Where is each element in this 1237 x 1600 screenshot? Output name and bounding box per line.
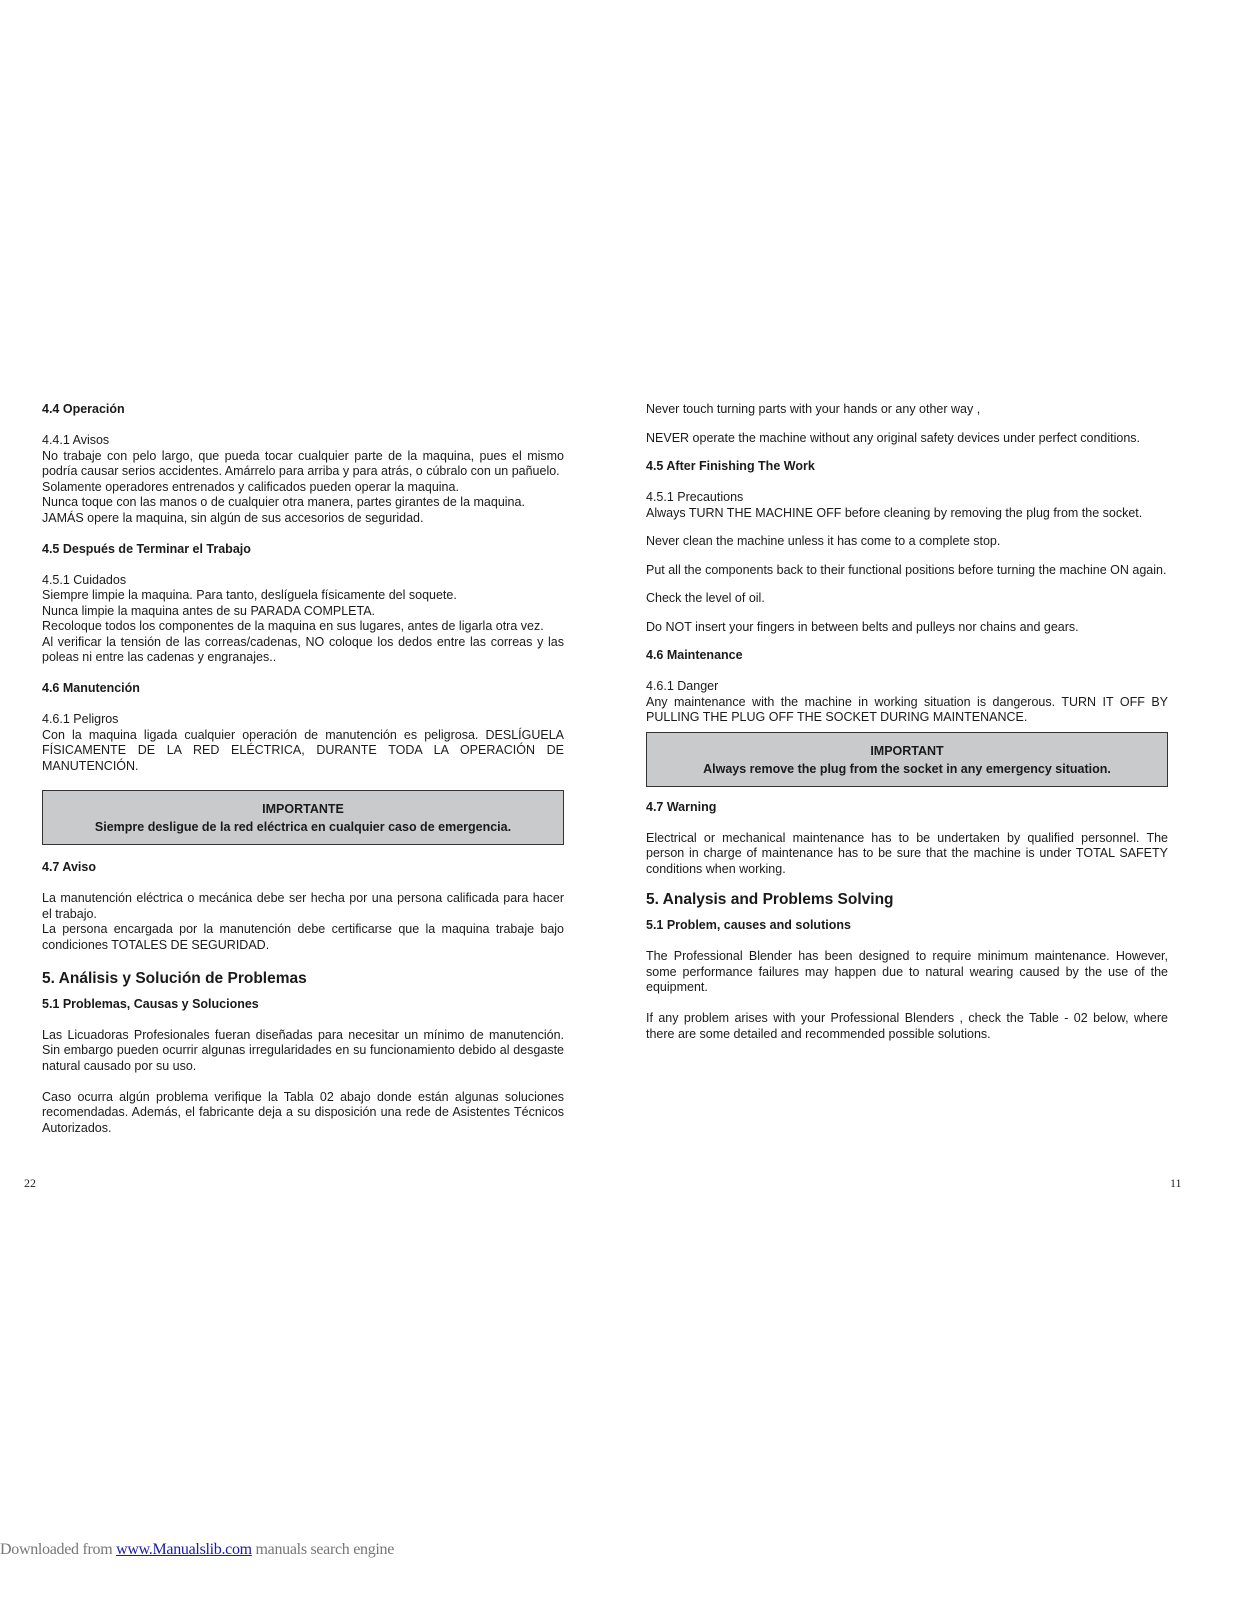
section-5-1-heading: 5.1 Problem, causes and solutions [646, 918, 851, 932]
page-number-left: 22 [24, 1176, 36, 1190]
important-notice-box [42, 790, 564, 845]
paragraph: No trabaje con pelo largo, que pueda tocar cualquier parte de la maquina, pues el mismo podría causar serios accidentes. Amárrelo para arriba y para atrás, o cúbralo con un pañuelo. [42, 448, 564, 478]
important-notice-title: IMPORTANTE [262, 801, 344, 816]
paragraph: Las Licuadoras Profesionales fueran diseñadas para necesitar un mínimo de manutención. Sin embargo pueden ocurrir algunas irregularidades en su funcionamiento debido al desgaste natural causado por su uso. [42, 1027, 564, 1073]
paragraph: Never touch turning parts with your hands or any other way , [646, 402, 981, 416]
paragraph: Put all the components back to their functional positions before turning the machine ON again. [646, 562, 1167, 577]
paragraph: JAMÁS opere la maquina, sin algún de sus accesorios de seguridad. [42, 510, 424, 525]
important-notice-text: Siempre desligue de la red eléctrica en cualquier caso de emergencia. [94, 819, 512, 834]
paragraph: Electrical or mechanical maintenance has to be undertaken by qualified personnel. The person in charge of maintenance has to be sure that the machine is under TOTAL SAFETY conditions when working. [646, 830, 1168, 876]
paragraph: Do NOT insert your fingers in between belts and pulleys nor chains and gears. [646, 619, 1079, 634]
section-4-6-heading: 4.6 Maintenance [646, 648, 743, 662]
paragraph: Check the level of oil. [646, 591, 765, 605]
footer-prefix: Downloaded from [0, 1541, 117, 1558]
paragraph: Any maintenance with the machine in working situation is dangerous. TURN IT OFF BY PULLING THE PLUG OFF THE SOCKET DURING MAINTENANCE. [646, 694, 1168, 724]
paragraph: La manutención eléctrica o mecánica debe ser hecha por una persona calificada para hacer el trabajo. [42, 891, 564, 921]
section-4-5-heading: 4.5 Después de Terminar el Trabajo [42, 541, 251, 556]
important-notice-text: Always remove the plug from the socket in any emergency situation. [703, 761, 1111, 776]
section-4-4-heading: 4.4 Operación [42, 402, 125, 416]
paragraph: If any problem arises with your Professional Blenders , check the Table - 02 below, where there are some detailed and recommended possible solutions. [646, 1011, 1168, 1041]
subsection-4-6-1-heading: 4.6.1 Danger [646, 679, 719, 693]
paragraph: Al verificar la tensión de las correas/cadenas, NO coloque los dedos entre las correas y las poleas ni entre las cadenas y engranajes.. [42, 634, 564, 664]
important-notice-title: IMPORTANT [870, 743, 944, 758]
footer-suffix: manuals search engine [251, 1541, 395, 1558]
page-number-right: 11 [1170, 1176, 1182, 1190]
section-4-7-heading: 4.7 Aviso [42, 860, 96, 874]
manualslib-link[interactable]: www.Manualslib.com [116, 1541, 252, 1558]
paragraph: Always TURN THE MACHINE OFF before cleaning by removing the plug from the socket. [646, 505, 1143, 520]
section-4-7-heading: 4.7 Warning [646, 799, 717, 814]
left-page-column [42, 402, 564, 1136]
paragraph: La persona encargada por la manutención debe certificarse que la maquina trabaje bajo condiciones TOTALES DE SEGURIDAD. [42, 922, 564, 952]
download-footer [0, 1542, 394, 1558]
paragraph: Caso ocurra algún problema verifique la Tabla 02 abajo donde están algunas soluciones recomendadas. Además, el fabricante deja a su disposición una rede de Asistentes Técnicos Autorizados. [42, 1089, 564, 1135]
paragraph: Never clean the machine unless it has come to a complete stop. [646, 534, 1001, 548]
important-notice-box [646, 732, 1168, 787]
paragraph: Solamente operadores entrenados y calificados pueden operar la maquina. [42, 479, 459, 494]
paragraph: The Professional Blender has been designed to require minimum maintenance. However, some performance failures may happen due to natural wearing caused by the use of the equipment. [646, 949, 1168, 994]
chapter-5-heading: 5. Analysis and Problems Solving [646, 891, 894, 908]
subsection-4-6-1-heading: 4.6.1 Peligros [42, 712, 119, 726]
section-4-5-heading: 4.5 After Finishing The Work [646, 459, 815, 473]
section-5-1-heading: 5.1 Problemas, Causas y Soluciones [42, 996, 259, 1011]
paragraph: Nunca limpie la maquina antes de su PARADA COMPLETA. [42, 603, 376, 618]
paragraph: NEVER operate the machine without any original safety devices under perfect conditions. [646, 430, 1141, 445]
subsection-4-5-1-heading: 4.5.1 Cuidados [42, 572, 127, 587]
paragraph: Con la maquina ligada cualquier operación de manutención es peligrosa. DESLÍGUELA FÍSICAMENTE DE LA RED ELÉCTRICA, DURANTE TODA LA OPERACIÓN DE MANUTENCIÓN. [42, 727, 564, 773]
paragraph: Siempre limpie la maquina. Para tanto, deslíguela físicamente del soquete. [42, 588, 457, 602]
paragraph: Nunca toque con las manos o de cualquier otra manera, partes girantes de la maquina. [42, 495, 525, 509]
subsection-4-5-1-heading: 4.5.1 Precautions [646, 490, 744, 504]
chapter-5-heading: 5. Análisis y Solución de Problemas [42, 969, 307, 987]
right-page-column [646, 402, 1168, 1042]
section-4-6-heading: 4.6 Manutención [42, 681, 140, 695]
paragraph: Recoloque todos los componentes de la maquina en sus lugares, antes de ligarla otra vez. [42, 619, 544, 633]
subsection-4-4-1-heading: 4.4.1 Avisos [42, 433, 110, 447]
